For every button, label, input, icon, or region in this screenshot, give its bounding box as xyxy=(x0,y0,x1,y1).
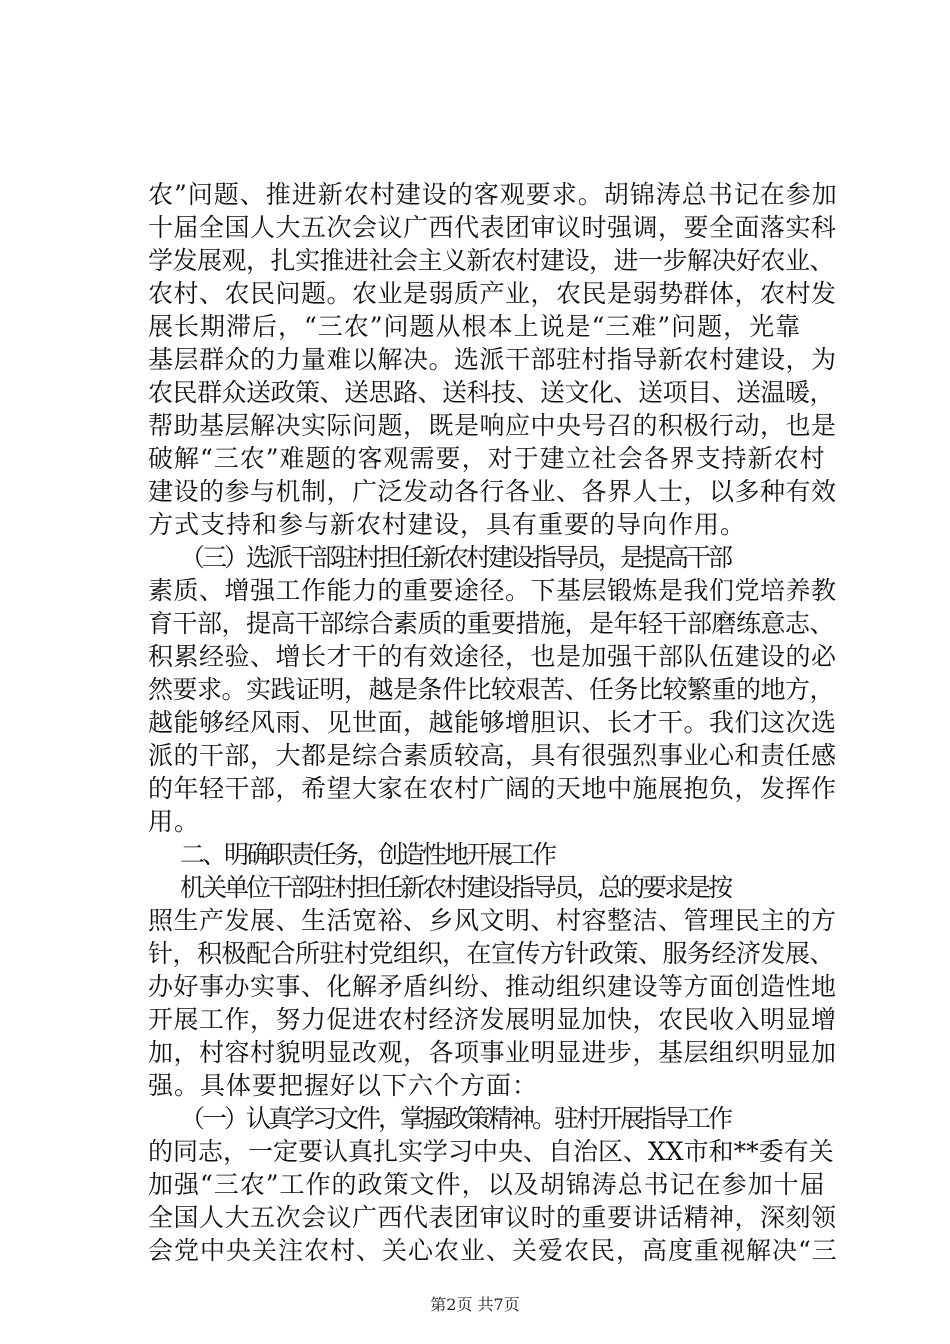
text-line: 针，积极配合所驻村党组织，在宣传方针政策、服务经济发展、 xyxy=(148,939,835,968)
text-line: 全国人大五次会议广西代表团审议时的重要讲话精神，深刻领 xyxy=(148,1203,837,1232)
text-line: 强。具体要把握好以下六个方面： xyxy=(148,1071,539,1100)
text-line: 素质、增强工作能力的重要途径。下基层锻炼是我们党培养教 xyxy=(148,576,837,605)
text-line: 用。 xyxy=(148,807,201,836)
text-line: 积累经验、增长才干的有效途径，也是加强干部队伍建设的必 xyxy=(148,642,837,671)
text-line: 开展工作，努力促进农村经济发展明显加快，农民收入明显增 xyxy=(148,1005,837,1034)
text-line: 的年轻干部，希望大家在农村广阔的天地中施展抱负，发挥作 xyxy=(148,774,837,803)
text-line: 农村、农民问题。农业是弱质产业，农民是弱势群体，农村发 xyxy=(148,279,837,308)
text-line: 展长期滞后，“三农”问题从根本上说是“三难”问题，光靠 xyxy=(148,312,802,341)
text-line: 农”问题、推进新农村建设的客观要求。胡锦涛总书记在参加 xyxy=(148,180,838,209)
paragraph-start: （三）选派干部驻村担任新农村建设指导员，是提高干部 xyxy=(180,543,731,572)
text-line: 办好事办实事、化解矛盾纠纷、推动组织建设等方面创造性地 xyxy=(148,972,837,1001)
text-line: 破解“三农”难题的客观需要，对于建立社会各界支持新农村 xyxy=(148,444,826,473)
text-line: 会党中央关注农村、关心农业、关爱农民，高度重视解决“三 xyxy=(148,1236,838,1265)
text-line: 十届全国人大五次会议广西代表团审议时强调，要全面落实科 xyxy=(148,213,837,242)
text-line: 越能够经风雨、见世面，越能够增胆识、长才干。我们这次选 xyxy=(148,708,837,737)
text-line: 帮助基层解决实际问题，既是响应中央号召的积极行动，也是 xyxy=(148,411,837,440)
text-line: 农民群众送政策、送思路、送科技、送文化、送项目、送温暖， xyxy=(148,378,835,407)
paragraph-start: 机关单位干部驻村担任新农村建设指导员，总的要求是按 xyxy=(180,873,731,902)
text-line: 加，村容村貌明显改观，各项事业明显进步，基层组织明显加 xyxy=(148,1038,837,1067)
text-line: 育干部，提高干部综合素质的重要措施，是年轻干部磨练意志、 xyxy=(148,609,835,638)
page-number-footer: 第2页 共7页 xyxy=(430,1295,520,1314)
text-line: 方式支持和参与新农村建设，具有重要的导向作用。 xyxy=(148,510,747,539)
text-line: 基层群众的力量难以解决。选派干部驻村指导新农村建设，为 xyxy=(148,345,837,374)
paragraph-start: （一）认真学习文件，掌握政策精神。驻村开展指导工作 xyxy=(180,1104,731,1133)
text-line: 加强“三农”工作的政策文件，以及胡锦涛总书记在参加十届 xyxy=(148,1170,826,1199)
text-line: 派的干部，大都是综合素质较高，具有很强烈事业心和责任感 xyxy=(148,741,837,770)
text-line: 建设的参与机制，广泛发动各行各业、各界人士，以多种有效 xyxy=(148,477,837,506)
section-heading: 二、明确职责任务，创造性地开展工作 xyxy=(180,840,555,869)
text-line: 照生产发展、生活宽裕、乡风文明、村容整洁、管理民主的方 xyxy=(148,906,837,935)
text-line: 学发展观，扎实推进社会主义新农村建设，进一步解决好农业、 xyxy=(148,246,835,275)
text-line: 的同志，一定要认真扎实学习中央、自治区、XX市和**委有关 xyxy=(148,1137,834,1166)
text-line: 然要求。实践证明，越是条件比较艰苦、任务比较繁重的地方， xyxy=(148,675,835,704)
